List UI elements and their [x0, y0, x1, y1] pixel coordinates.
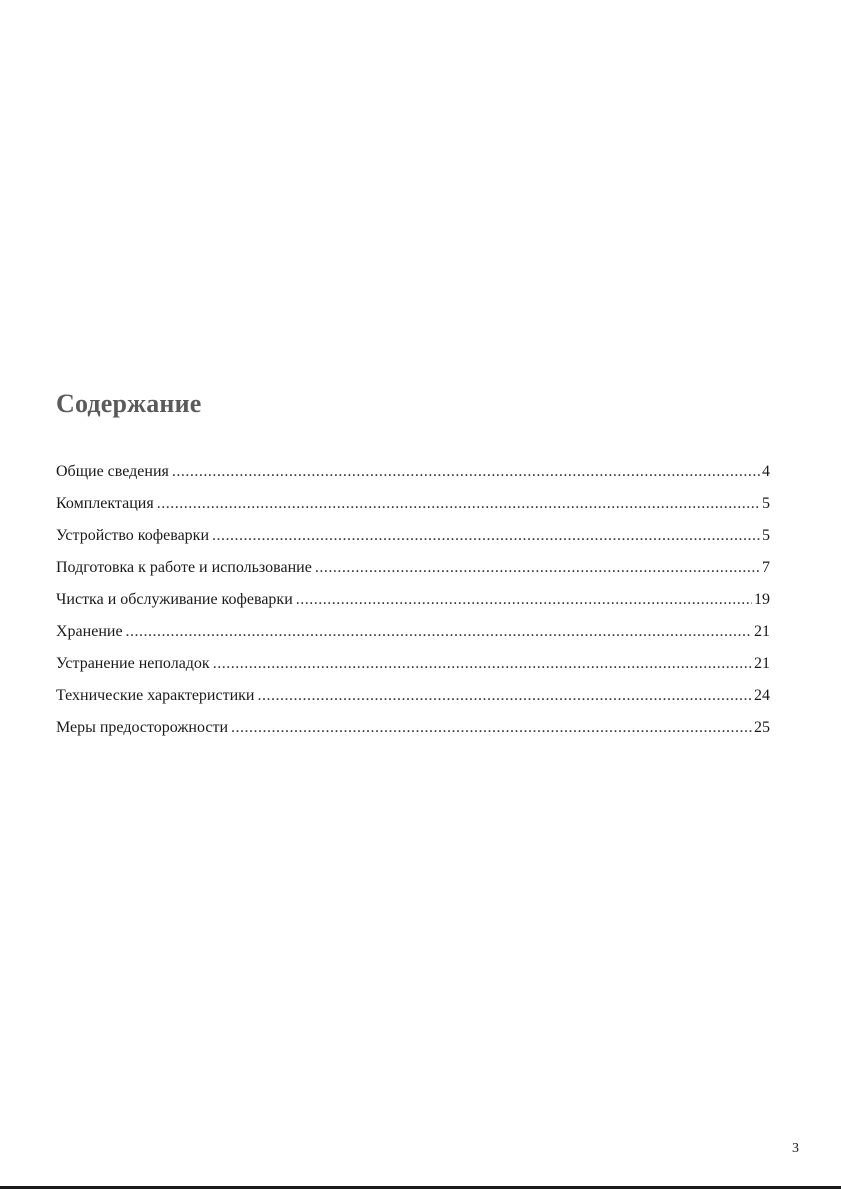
toc-entry-safety-precautions[interactable] [56, 712, 770, 744]
toc-entry-page: 5 [762, 495, 770, 512]
toc-entry-package-contents[interactable] [56, 488, 770, 520]
toc-entry-label: Хранение [56, 623, 123, 640]
toc-entry-label: Комплектация [56, 495, 154, 512]
toc-leader-dots [126, 616, 752, 648]
toc-entry-page: 21 [754, 655, 770, 672]
toc-entry-label: Устранение неполадок [56, 655, 210, 672]
toc-leader-dots [296, 584, 752, 616]
toc-entry-label: Общие сведения [56, 463, 169, 480]
toc-leader-dots [212, 520, 760, 552]
toc-entry-page: 24 [754, 687, 770, 704]
page-title: Содержание [56, 389, 202, 418]
toc-entry-page: 21 [754, 623, 770, 640]
toc-entry-page: 19 [754, 591, 770, 608]
toc-entry-label: Устройство кофеварки [56, 527, 210, 544]
toc-leader-dots [213, 648, 752, 680]
toc-leader-dots [157, 488, 760, 520]
toc-entry-preparation-and-use[interactable] [56, 552, 770, 584]
toc-entry-page: 7 [762, 559, 770, 576]
toc-entry-label: Технические характеристики [56, 687, 255, 704]
toc-entry-page: 5 [762, 527, 770, 544]
toc-entry-page: 4 [762, 463, 770, 480]
page-number: 3 [792, 1141, 799, 1156]
toc-entry-label: Подготовка к работе и использование [56, 559, 312, 576]
toc-leader-dots [315, 552, 760, 584]
toc-leader-dots [172, 456, 760, 488]
toc-entry-general-info[interactable] [56, 456, 770, 488]
toc-entry-troubleshooting[interactable] [56, 648, 770, 680]
toc-entry-storage[interactable] [56, 616, 770, 648]
toc-leader-dots [257, 680, 752, 712]
toc-leader-dots [231, 712, 752, 744]
toc-entry-label: Чистка и обслуживание кофеварки [56, 591, 293, 608]
toc-entry-cleaning-and-maintenance[interactable] [56, 584, 770, 616]
toc-entry-device-layout[interactable] [56, 520, 770, 552]
toc-entry-specifications[interactable] [56, 680, 770, 712]
table-of-contents [56, 456, 770, 744]
toc-entry-label: Меры предосторожности [56, 719, 229, 736]
toc-entry-page: 25 [754, 719, 770, 736]
